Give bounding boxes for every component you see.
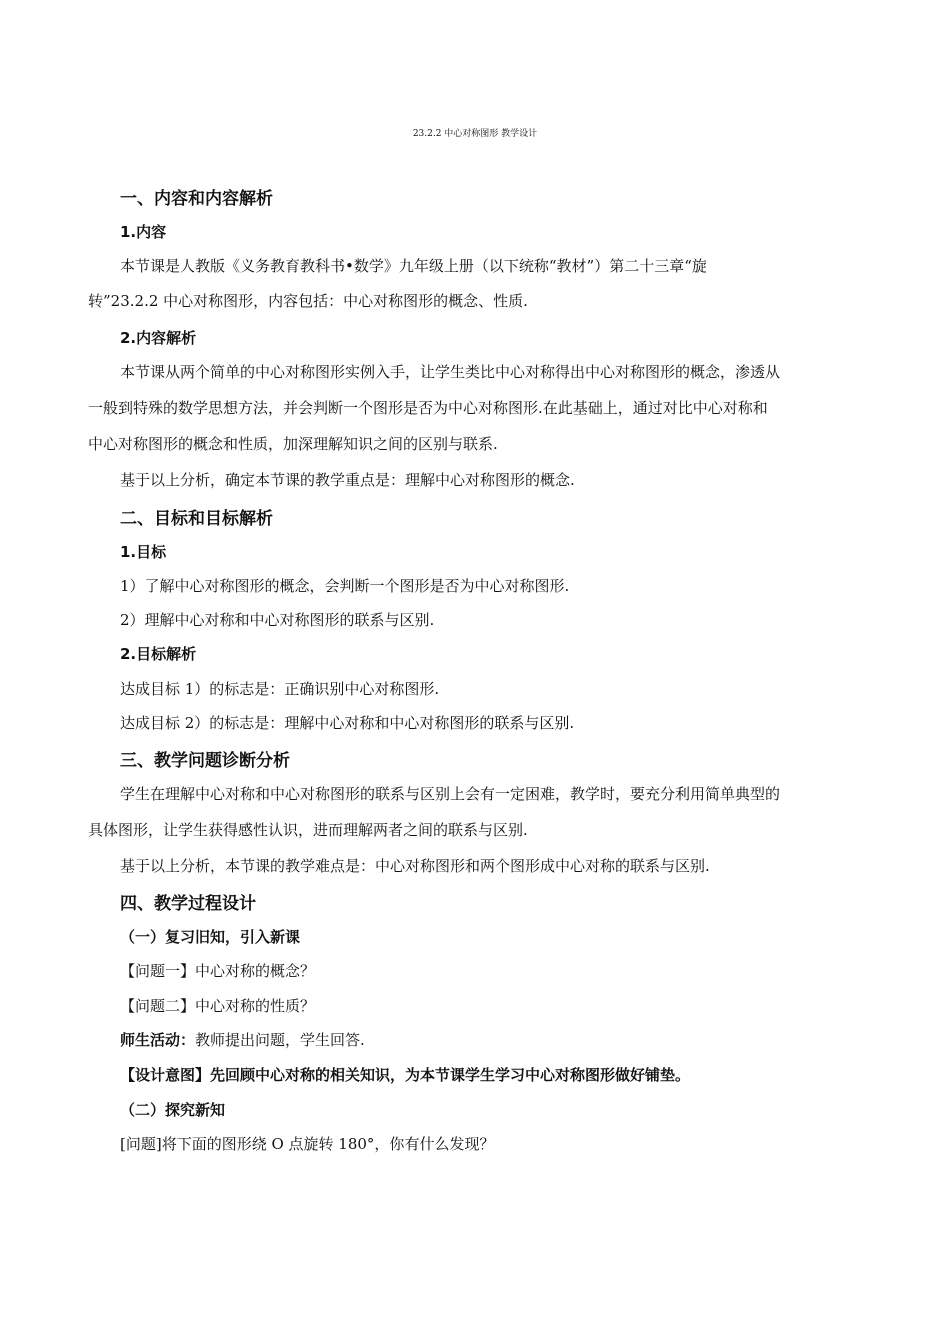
- section-heading-content: 一、内容和内容解析: [120, 189, 273, 209]
- paragraph-analysis-line3: 中心对称图形的概念和性质，加深理解知识之间的区别与联系.: [88, 435, 498, 453]
- subheading-explore: （二）探究新知: [120, 1101, 226, 1119]
- question-one: 【问题一】中心对称的概念？: [120, 962, 316, 980]
- activity-text: 教师提出问题，学生回答.: [195, 1031, 365, 1049]
- teaching-focus: 基于以上分析，确定本节课的教学重点是：理解中心对称图形的概念.: [120, 471, 575, 489]
- teacher-student-activity: [120, 1029, 365, 1050]
- paragraph-diagnosis-line2: 具体图形，让学生获得感性认识，进而理解两者之间的联系与区别.: [88, 821, 528, 839]
- goal-item-2: 2）理解中心对称和中心对称图形的联系与区别.: [120, 611, 435, 629]
- question-two: 【问题二】中心对称的性质？: [120, 997, 316, 1015]
- paragraph-analysis-line2: 一般到特殊的数学思想方法，并会判断一个图形是否为中心对称图形.在此基础上，通过对比中心对称和: [88, 399, 768, 417]
- goal-analysis-2: 达成目标 2）的标志是：理解中心对称和中心对称图形的联系与区别.: [120, 714, 575, 732]
- goal-analysis-1: 达成目标 1）的标志是：正确识别中心对称图形.: [120, 680, 440, 698]
- explore-question: [问题]将下面的图形绕 O 点旋转 180°，你有什么发现？: [120, 1135, 495, 1153]
- subheading-goals: 1.目标: [120, 543, 167, 561]
- page-title: 23.2.2 中心对称图形 教学设计: [412, 129, 538, 139]
- design-intent: 【设计意图】先回顾中心对称的相关知识，为本节课学生学习中心对称图形做好铺垫。: [120, 1066, 691, 1084]
- goal-item-1: 1）了解中心对称图形的概念，会判断一个图形是否为中心对称图形.: [120, 577, 570, 595]
- section-heading-diagnosis: 三、教学问题诊断分析: [120, 751, 290, 771]
- paragraph-content-line2: 转”23.2.2 中心对称图形，内容包括：中心对称图形的概念、性质.: [88, 292, 528, 310]
- subheading-content-analysis: 2.内容解析: [120, 329, 197, 347]
- paragraph-diagnosis-line1: 学生在理解中心对称和中心对称图形的联系与区别上会有一定困难，教学时，要充分利用简单典型的: [120, 785, 781, 803]
- paragraph-analysis-line1: 本节课从两个简单的中心对称图形实例入手，让学生类比中心对称得出中心对称图形的概念，渗透从: [120, 363, 781, 381]
- paragraph-content-line1: 本节课是人教版《义务教育教科书•数学》九年级上册（以下统称“教材”）第二十三章“旋: [120, 257, 707, 275]
- activity-label: 师生活动：: [120, 1031, 196, 1049]
- teaching-difficulty: 基于以上分析，本节课的教学难点是：中心对称图形和两个图形成中心对称的联系与区别.: [120, 857, 710, 875]
- section-heading-process: 四、教学过程设计: [120, 894, 256, 914]
- subheading-review: （一）复习旧知，引入新课: [120, 928, 301, 946]
- subheading-content: 1.内容: [120, 223, 167, 241]
- subheading-goal-analysis: 2.目标解析: [120, 645, 197, 663]
- section-heading-goals: 二、目标和目标解析: [120, 509, 273, 529]
